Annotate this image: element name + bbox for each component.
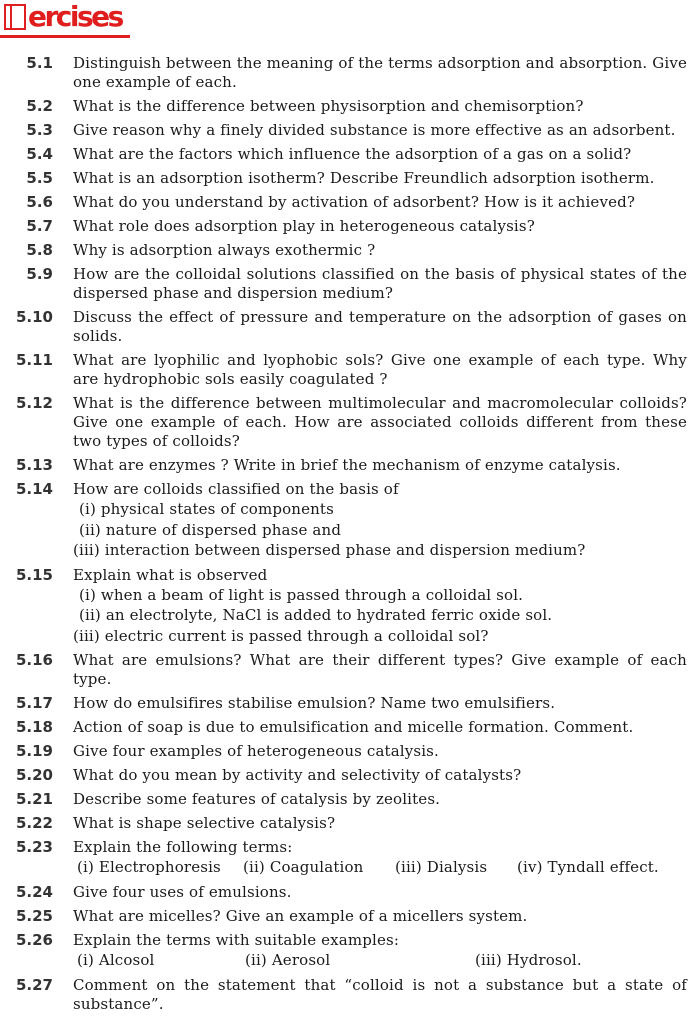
question-number: 5.14	[15, 480, 53, 498]
question-item	[0, 883, 692, 902]
question-item	[0, 145, 692, 164]
question-item	[0, 480, 692, 561]
question-number: 5.19	[15, 742, 53, 760]
question-item	[0, 97, 692, 116]
question-item	[0, 790, 692, 809]
question-text: What are emulsions? What are their different types? Give example of each type.	[73, 651, 687, 688]
question-subpart-row	[73, 857, 691, 878]
question-subpart: (iii) Hydrosol.	[475, 951, 582, 969]
question-item	[0, 456, 692, 475]
question-text: What are enzymes ? Write in brief the mechanism of enzyme catalysis.	[73, 456, 621, 474]
question-list	[0, 54, 692, 1019]
question-text: Comment on the statement that “colloid is not a substance but a state of substance”.	[73, 976, 687, 1013]
question-subpart: (ii) nature of dispersed phase and	[79, 520, 342, 539]
question-number: 5.23	[15, 838, 53, 856]
question-text: Explain the following terms:	[73, 838, 293, 856]
question-number: 5.12	[15, 394, 53, 412]
question-text: What role does adsorption play in heterogeneous catalysis?	[73, 217, 535, 235]
question-text: What is the difference between physisorption and chemisorption?	[73, 97, 584, 115]
question-item	[0, 814, 692, 833]
question-number: 5.7	[26, 217, 53, 235]
question-subpart-row	[73, 950, 691, 971]
question-number: 5.4	[26, 145, 53, 163]
question-number: 5.5	[26, 169, 53, 187]
question-text: What are lyophilic and lyophobic sols? Give one example of each type. Why are hydrophobic sols easily coagulated ?	[73, 351, 687, 388]
question-item	[0, 651, 692, 689]
question-subpart: (ii) Coagulation	[243, 858, 364, 876]
logo-box-right	[10, 4, 26, 30]
question-subpart: (i) Electrophoresis	[77, 858, 221, 876]
question-number: 5.1	[26, 54, 53, 72]
question-item	[0, 169, 692, 188]
question-number: 5.22	[15, 814, 53, 832]
question-number: 5.16	[15, 651, 53, 669]
question-text: Give four examples of heterogeneous catalysis.	[73, 742, 439, 760]
question-subpart: (i) Alcosol	[77, 951, 155, 969]
question-number: 5.25	[15, 907, 53, 925]
question-item	[0, 766, 692, 785]
question-item	[0, 121, 692, 140]
question-text: Action of soap is due to emulsification and micelle formation. Comment.	[73, 718, 634, 736]
question-text: How are colloids classified on the basis of	[73, 480, 399, 498]
question-text: What do you understand by activation of adsorbent? How is it achieved?	[73, 193, 636, 211]
question-text: What do you mean by activity and selectivity of catalysts?	[73, 766, 522, 784]
question-number: 5.13	[15, 456, 53, 474]
question-number: 5.2	[26, 97, 53, 115]
question-text: What is the difference between multimolecular and macromolecular colloids? Give one example of each. How are associated colloids different from these two types of colloids?	[73, 394, 687, 450]
question-item	[0, 265, 692, 303]
question-number: 5.26	[15, 931, 53, 949]
question-item	[0, 394, 692, 451]
question-item	[0, 217, 692, 236]
question-number: 5.9	[26, 265, 53, 283]
question-number: 5.20	[15, 766, 53, 784]
question-text: How do emulsifires stabilise emulsion? Name two emulsifiers.	[73, 694, 556, 712]
question-subpart: (iii) interaction between dispersed phase and dispersion medium?	[73, 541, 586, 559]
question-item	[0, 351, 692, 389]
question-item	[0, 694, 692, 713]
question-number: 5.15	[15, 565, 53, 584]
question-number: 5.27	[15, 976, 53, 994]
question-number: 5.10	[15, 308, 53, 326]
question-item	[0, 193, 692, 212]
header-rule	[0, 35, 130, 38]
question-text: What are micelles? Give an example of a micellers system.	[73, 907, 528, 925]
question-text: Give four uses of emulsions.	[73, 883, 292, 901]
question-number: 5.18	[15, 718, 53, 736]
question-text: How are the colloidal solutions classified on the basis of physical states of the dispersed phase and dispersion medium?	[73, 265, 687, 302]
question-subpart: (iii) Dialysis	[395, 858, 488, 876]
question-text: Why is adsorption always exothermic ?	[73, 241, 376, 259]
question-item	[0, 838, 692, 878]
question-text: What are the factors which influence the adsorption of a gas on a solid?	[73, 145, 632, 163]
question-item	[0, 566, 692, 647]
exercises-header	[0, 0, 692, 40]
question-subpart: (ii) an electrolyte, NaCl is added to hydrated ferric oxide sol.	[79, 606, 553, 624]
question-number: 5.8	[26, 241, 53, 259]
question-item	[0, 976, 692, 1014]
question-text: What is an adsorption isotherm? Describe Freundlich adsorption isotherm.	[73, 169, 655, 187]
question-text: Explain the terms with suitable examples:	[73, 931, 400, 949]
question-number: 5.3	[26, 121, 53, 139]
question-text: Describe some features of catalysis by zeolites.	[73, 790, 441, 808]
question-subpart: (i) physical states of components	[79, 500, 334, 518]
question-subpart: (iv) Tyndall effect.	[517, 858, 659, 876]
question-subpart: (i) when a beam of light is passed through a colloidal sol.	[79, 585, 524, 604]
question-item	[0, 241, 692, 260]
question-item	[0, 718, 692, 737]
question-item	[0, 742, 692, 761]
question-text: Distinguish between the meaning of the terms adsorption and absorption. Give one example of each.	[73, 54, 687, 91]
question-item	[0, 308, 692, 346]
question-number: 5.11	[15, 351, 53, 369]
question-number: 5.24	[15, 883, 53, 901]
question-subpart: (iii) electric current is passed through a colloidal sol?	[73, 626, 489, 645]
question-item	[0, 907, 692, 926]
question-text: Give reason why a finely divided substance is more effective as an adsorbent.	[73, 121, 676, 139]
exercises-logo-text: ercises	[28, 0, 122, 33]
question-number: 5.21	[15, 790, 53, 808]
question-item	[0, 931, 692, 971]
question-text: Explain what is observed	[73, 565, 268, 584]
question-text: Discuss the effect of pressure and temperature on the adsorption of gases on solids.	[73, 308, 687, 345]
question-item	[0, 54, 692, 92]
question-subpart: (ii) Aerosol	[245, 951, 331, 969]
question-number: 5.17	[15, 694, 53, 712]
question-number: 5.6	[26, 193, 53, 211]
question-text: What is shape selective catalysis?	[73, 814, 336, 832]
